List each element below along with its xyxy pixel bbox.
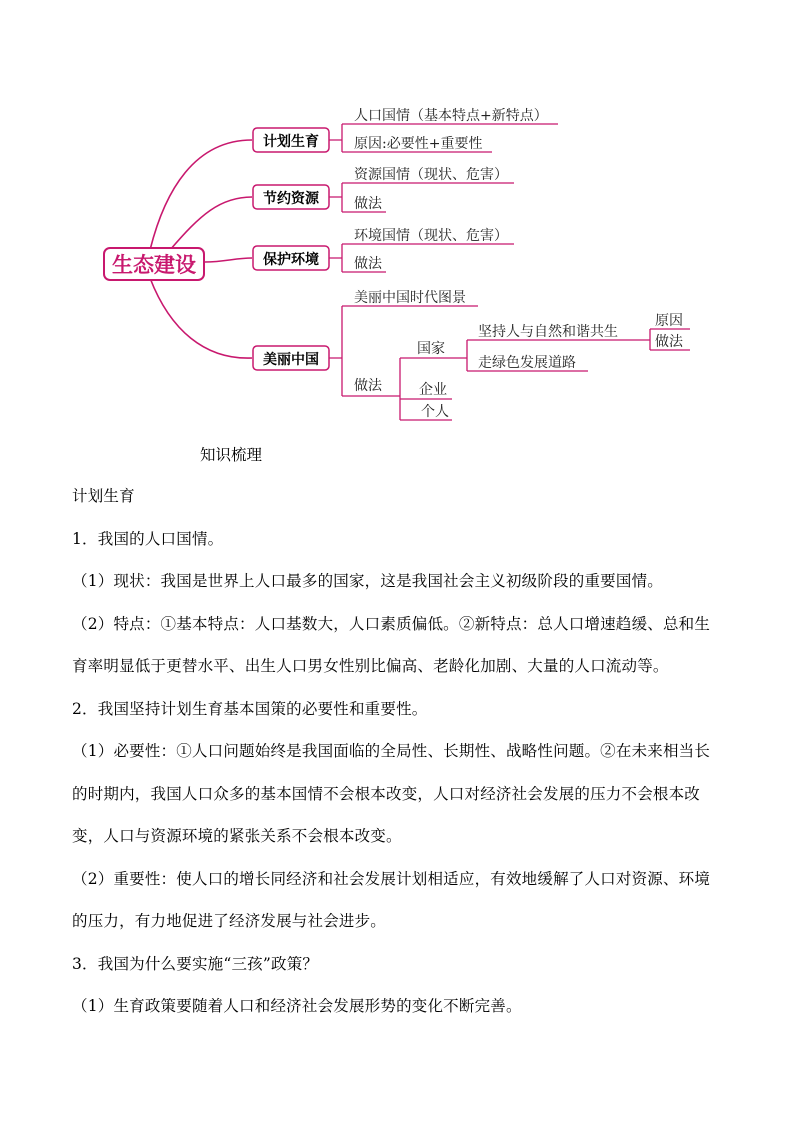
leaf-individual: 个人 — [421, 404, 449, 420]
leaf-harmony-practice: 做法 — [655, 334, 683, 350]
branch-node-save-resources — [253, 185, 329, 209]
item-1-heading: 1．我国的人口国情。 — [72, 529, 224, 548]
item-2-heading: 2．我国坚持计划生育基本国策的必要性和重要性。 — [72, 699, 428, 718]
leaf-country: 国家 — [417, 341, 445, 357]
connector-branch-2 — [170, 197, 252, 250]
leaf-reason: 原因:必要性+重要性 — [354, 136, 483, 152]
root-node — [104, 248, 204, 280]
connector-branch-4 — [150, 278, 252, 358]
item-2-1: （1）必要性：①人口问题始终是我国面临的全局性、长期性、战略性问题。②在未来相当长的时期内，我国人口众多的基本国情不会根本改变，人口对经济社会发展的压力不会根本改变，人口与资源环境的紧张关系不会根本改变。 — [72, 742, 711, 845]
heading-family-planning: 计划生育 — [72, 487, 135, 505]
branch-label-beautiful-china: 美丽中国 — [263, 352, 319, 368]
branch-node-protect-environment — [253, 246, 329, 270]
root-label: 生态建设 — [112, 253, 196, 277]
branch-label-save-resources: 节约资源 — [263, 191, 319, 207]
leaf-green-development: 走绿色发展道路 — [478, 355, 576, 371]
leaf-resource-practice: 做法 — [354, 196, 382, 212]
branch-node-family-planning — [253, 128, 329, 152]
item-3-heading: 3．我国为什么要实施“三孩”政策？ — [72, 954, 319, 973]
leaf-harmony: 坚持人与自然和谐共生 — [478, 324, 618, 340]
leaf-population-situation: 人口国情（基本特点+新特点） — [354, 108, 548, 124]
leaf-environment-situation: 环境国情（现状、危害） — [354, 228, 508, 244]
section-title: 知识梳理 — [200, 446, 263, 464]
connector-branch-1 — [150, 140, 252, 250]
leaf-environment-practice: 做法 — [354, 256, 382, 272]
item-3-1: （1）生育政策要随着人口和经济社会发展形势的变化不断完善。 — [72, 997, 522, 1015]
leaf-labels — [354, 107, 684, 420]
leaf-enterprise: 企业 — [419, 382, 447, 398]
leaf-harmony-reason: 原因 — [655, 313, 683, 329]
connector-branch-3 — [205, 258, 252, 262]
item-1-2: （2）特点：①基本特点：人口基数大，人口素质偏低。②新特点：总人口增速趋缓、总和生育率明显低于更替水平、出生人口男女性别比偏高、老龄化加剧、大量的人口流动等。 — [72, 614, 711, 675]
mind-map — [0, 0, 794, 430]
leaf-beautiful-china-vision: 美丽中国时代图景 — [354, 290, 466, 306]
leaf-beautiful-china-practice: 做法 — [354, 378, 382, 394]
document-body — [72, 475, 724, 1028]
item-2-2: （2）重要性：使人口的增长同经济和社会发展计划相适应，有效地缓解了人口对资源、环境的压力，有力地促进了经济发展与社会进步。 — [72, 869, 711, 930]
branch-node-beautiful-china — [253, 346, 329, 370]
leaf-resource-situation: 资源国情（现状、危害） — [354, 167, 508, 183]
branch-label-protect-environment: 保护环境 — [263, 252, 319, 268]
branch-label-family-planning: 计划生育 — [263, 134, 319, 150]
item-1-1: （1）现状：我国是世界上人口最多的国家，这是我国社会主义初级阶段的重要国情。 — [72, 572, 663, 590]
